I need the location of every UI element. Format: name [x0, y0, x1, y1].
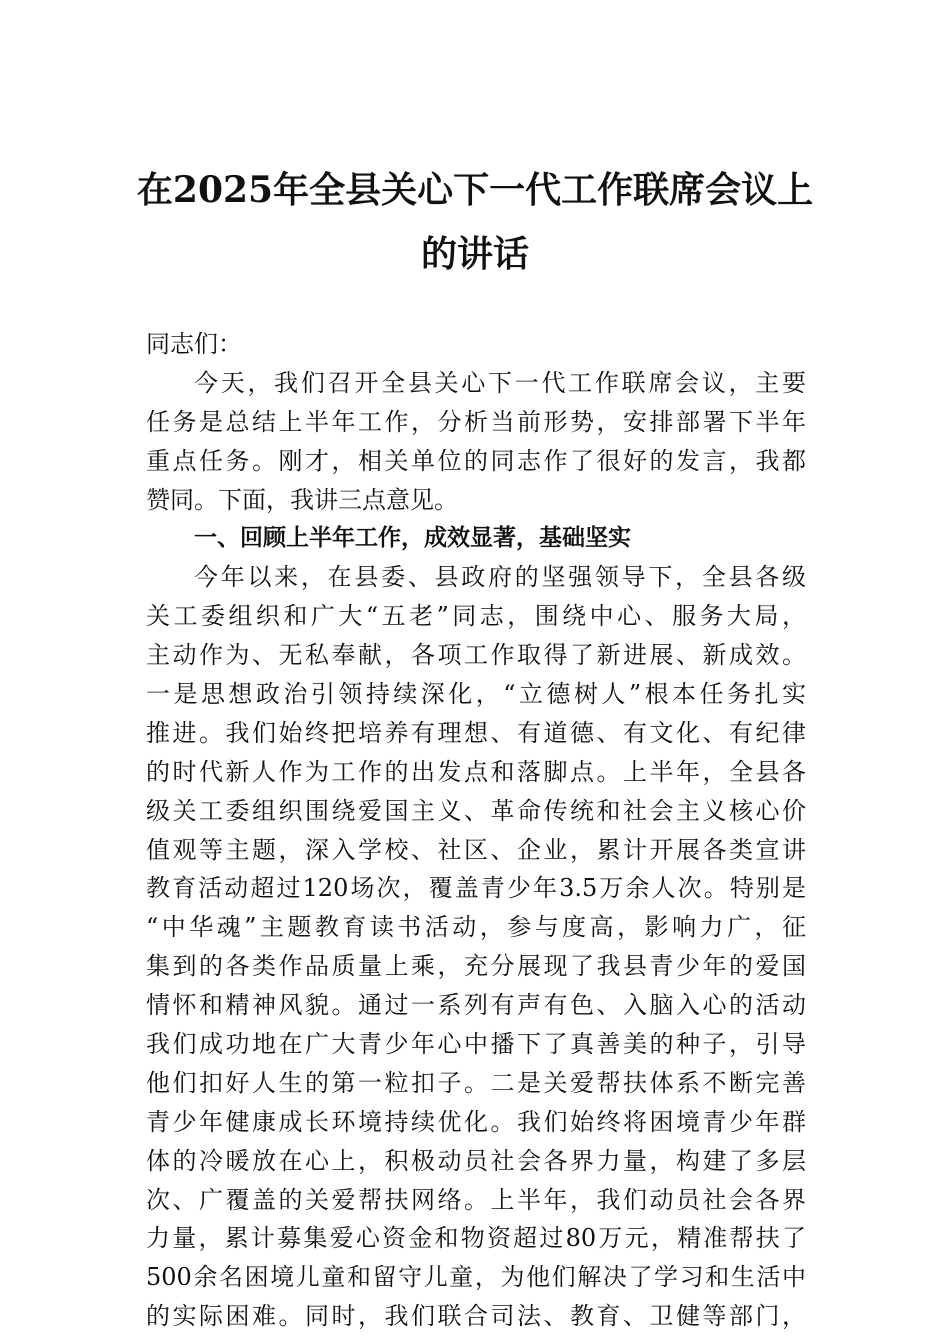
document-title	[120, 158, 830, 286]
paragraph-line: 力量，累计募集爱心资金和物资超过80万元，精准帮扶了	[146, 1224, 806, 1253]
salutation: 同志们：	[146, 330, 242, 358]
paragraph-line: 推进。我们始终把培养有理想、有道德、有文化、有纪律	[146, 718, 806, 747]
paragraph-line: 的实际困难。同时，我们联合司法、教育、卫健等部门，	[146, 1302, 806, 1331]
paragraph-line: 次、广覆盖的关爱帮扶网络。上半年，我们动员社会各界	[146, 1185, 806, 1214]
paragraph-line: 赞同。下面，我讲三点意见。	[146, 485, 458, 514]
title-line-1: 在2025年全县关心下一代工作联席会议上	[136, 169, 814, 211]
paragraph-line: 一是思想政治引领持续深化，“立德树人”根本任务扎实	[146, 680, 806, 709]
paragraph-line: 重点任务。刚才，相关单位的同志作了很好的发言，我都	[146, 446, 806, 475]
paragraph-line: 青少年健康成长环境持续优化。我们始终将困境青少年群	[146, 1107, 806, 1136]
paragraph-line: 500余名困境儿童和留守儿童，为他们解决了学习和生活中	[146, 1263, 806, 1292]
paragraph-line: 值观等主题，深入学校、社区、企业，累计开展各类宣讲	[146, 835, 806, 864]
paragraph-line: 的时代新人作为工作的出发点和落脚点。上半年，全县各	[146, 757, 806, 786]
section-heading: 一、回顾上半年工作，成效显著，基础坚实	[194, 525, 631, 552]
paragraph-line: 我们成功地在广大青少年心中播下了真善美的种子，引导	[146, 1030, 806, 1059]
paragraph-line: 主动作为、无私奉献，各项工作取得了新进展、新成效。	[146, 641, 806, 670]
paragraph-line: 今天，我们召开全县关心下一代工作联席会议，主要	[194, 368, 806, 397]
paragraph-line: 情怀和精神风貌。通过一系列有声有色、入脑入心的活动	[146, 991, 806, 1020]
paragraph-line: 关工委组织和广大“五老”同志，围绕中心、服务大局，	[146, 602, 806, 631]
paragraph-line: 体的冷暖放在心上，积极动员社会各界力量，构建了多层	[146, 1146, 806, 1175]
paragraph-line: 级关工委组织围绕爱国主义、革命传统和社会主义核心价	[146, 796, 806, 825]
paragraph-line: 今年以来，在县委、县政府的坚强领导下，全县各级	[194, 563, 806, 592]
paragraph-line: 集到的各类作品质量上乘，充分展现了我县青少年的爱国	[146, 952, 806, 981]
title-line-2: 的讲话	[420, 233, 529, 275]
paragraph-line: “中华魂”主题教育读书活动，参与度高，影响力广，征	[146, 913, 806, 942]
paragraph-line: 任务是总结上半年工作，分析当前形势，安排部署下半年	[146, 407, 806, 436]
paragraph-line: 他们扣好人生的第一粒扣子。二是关爱帮扶体系不断完善	[146, 1068, 806, 1097]
document-body	[146, 325, 806, 1336]
paragraph-line: 教育活动超过120场次，覆盖青少年3.5万余人次。特别是	[146, 874, 806, 903]
